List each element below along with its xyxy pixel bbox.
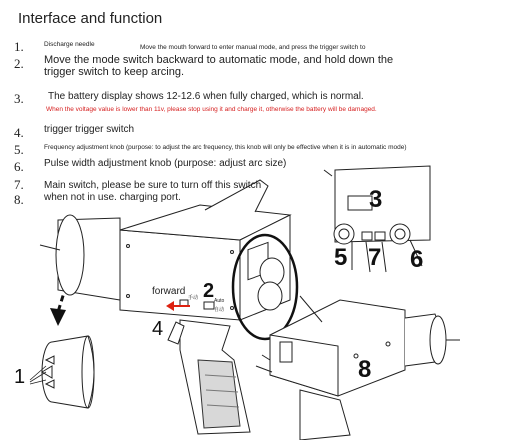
manual-mode-note: Move the mouth forward to enter manual mode, and press the trigger switch to [140,44,366,51]
manual-label: 手动 [188,295,199,301]
callout-6: 6 [410,246,424,273]
auto-label-cn: 自动 [214,307,225,313]
item-number-4: 4. [14,125,24,140]
callout-2: 2 [203,280,215,302]
item-number-6: 6. [14,159,24,174]
dashed-arrow-icon [50,286,66,326]
discharge-needle-head [42,336,94,408]
callout-1: 1 [14,366,26,388]
item-number-7: 7. [14,177,24,192]
callout-8: 8 [358,356,372,383]
item-text-6: Pulse width adjustment knob (purpose: adjust arc size) [44,158,287,169]
item-text-7: Main switch, please be sure to turn off this switch when not in use. charging port. [44,180,262,203]
item-number-8: 8. [14,192,24,207]
item-number-1: 1. [14,39,24,54]
auto-label-en: Auto [214,298,225,304]
item-text-3: The battery display shows 12-12.6 when fully charged, which is normal. [48,91,364,102]
item-number-2: 2. [14,56,24,71]
item-text-1: Discharge needle [44,41,95,48]
callout-4: 4 [152,318,164,340]
item-number-3: 3. [14,91,24,106]
forward-label: forward [152,286,186,297]
callout-5: 5 [334,244,348,271]
callout-3: 3 [369,186,383,213]
item-text-4: trigger trigger switch [44,124,135,135]
callout-7: 7 [368,244,382,271]
item-text-5: Frequency adjustment knob (purpose: to adjust the arc frequency, this knob will only be effective when it is in automatic mode) [44,144,407,151]
item-number-5: 5. [14,142,24,157]
page-title: Interface and function [18,10,163,27]
item-text-2: Move the mode switch backward to automatic mode, and hold down the trigger switch to keep arcing. [44,54,394,78]
low-voltage-warning: When the voltage value is lower than 11v, please stop using it and charge it, otherwise the battery will be damaged. [46,106,377,113]
